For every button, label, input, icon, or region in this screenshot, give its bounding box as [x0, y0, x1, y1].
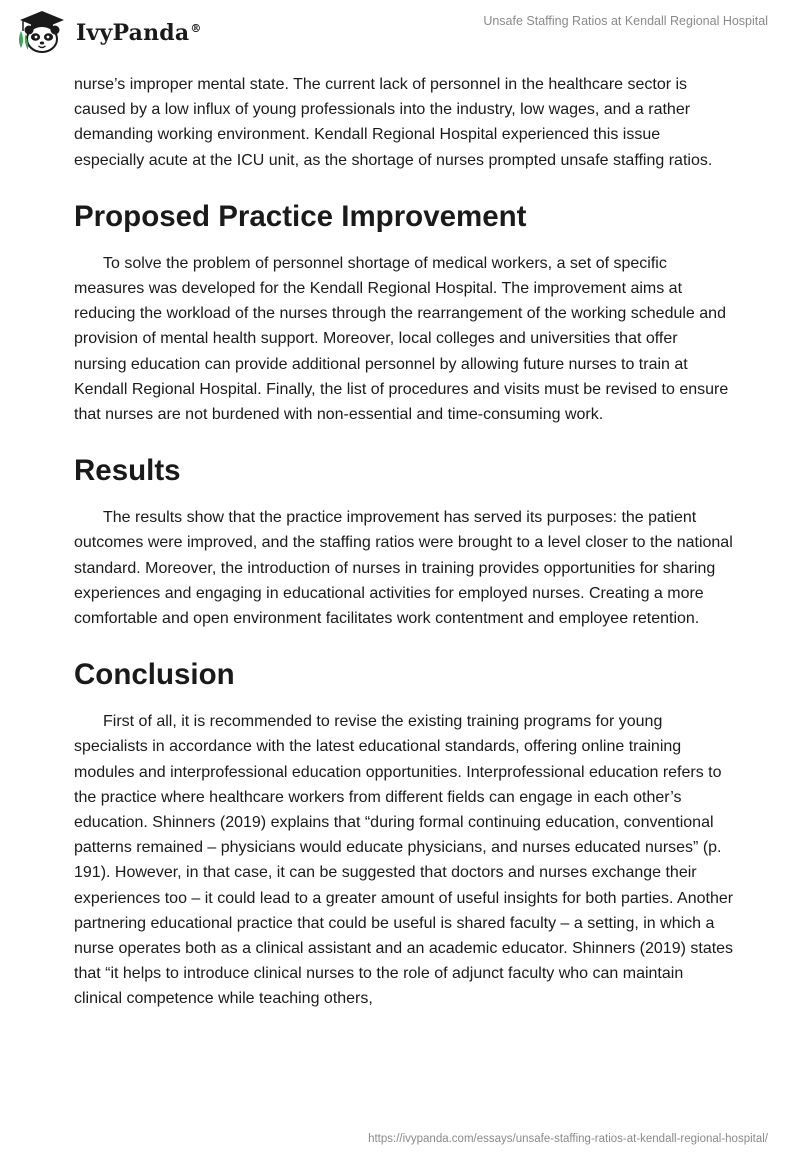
registered-mark: ®	[190, 21, 202, 35]
heading-proposed-practice-improvement: Proposed Practice Improvement	[74, 199, 527, 233]
paragraph-conclusion: First of all, it is recommended to revise the existing training programs for young specialists in accordance with the latest educational standards, offering online training modules and interprofessional education opportunities. Interprofessional education refers to the practice where healthcare workers from different fields can engage in each other’s education. Shinners (2019) explains that “during formal continuing education, conventional patterns remained – physicians would educate physicians, and nurses educated nurses” (p. 191). However, in that case, it can be suggested that doctors and nurses exchange their experiences too – it could lead to a greater amount of useful insights for both parties. Another partnering educational practice that could be useful is shared faculty – a setting, in which a nurse operates both as a clinical assistant and an academic educator. Shinners (2019) states that “it helps to introduce clinical nurses to the role of adjunct faculty who can maintain clinical competence while teaching others,	[74, 713, 734, 1008]
heading-conclusion: Conclusion	[74, 658, 235, 692]
paragraph-proposed-practice-improvement: To solve the problem of personnel shortage of medical workers, a set of specific measures was developed for the Kendall Regional Hospital. The improvement aims at reducing the workload of the nurses through the rearrangement of the working schedule and provision of mental health support. Moreover, local colleges and universities that offer nursing education can provide additional personnel by allowing future nurses to train at Kendall Regional Hospital. Finally, the list of procedures and visits must be revised to ensure that nurses are not burdened with non-essential and time-consuming work.	[74, 254, 729, 424]
panda-graduate-icon	[14, 8, 70, 58]
intro-paragraph: nurse’s improper mental state. The current lack of personnel in the healthcare sector is caused by a low influx of young professionals into the industry, low wages, and a rather demanding working environment. Kendall Regional Hospital experienced this issue especially acute at the ICU unit, as the shortage of nurses prompted unsafe staffing ratios.	[74, 76, 713, 169]
page-header	[0, 0, 800, 60]
essay-content	[74, 72, 734, 1012]
heading-results: Results	[74, 454, 181, 488]
source-url-link[interactable]: https://ivypanda.com/essays/unsafe-staffing-ratios-at-kendall-regional-hospital/	[368, 1133, 768, 1145]
ivypanda-logo[interactable]	[14, 8, 202, 58]
brand-name: IvyPanda®	[76, 20, 202, 46]
document-title: Unsafe Staffing Ratios at Kendall Regional Hospital	[483, 14, 768, 28]
paragraph-results: The results show that the practice improvement has served its purposes: the patient outcomes were improved, and the staffing ratios were brought to a level closer to the national standard. Moreover, the introduction of nurses in training provides opportunities for sharing experiences and engaging in educational activities for employed nurses. Creating a more comfortable and open environment facilitates work contentment and employee retention.	[74, 509, 733, 628]
